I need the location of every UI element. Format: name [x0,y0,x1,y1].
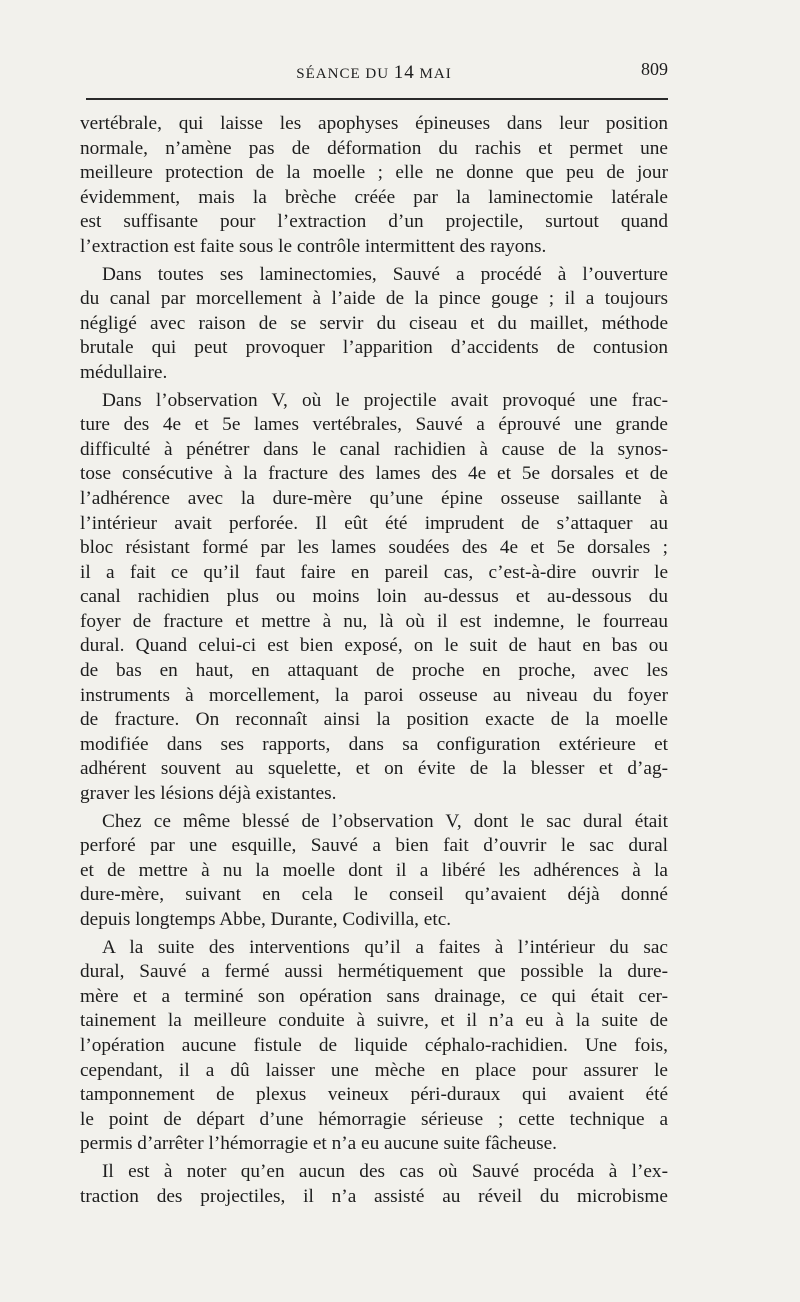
text-line: dure-mère, suivant en cela le conseil qu’avaient déjà donné [80,884,668,906]
text-line: permis d’arrêter l’hémorragie et n’a eu aucune suite fâcheuse. [80,1133,557,1155]
text-line: dural, Sauvé a fermé aussi hermétiquement que possible la dure- [80,961,668,983]
running-title [80,62,668,84]
text-line: canal rachidien plus ou moins loin au-dessus et au-dessous du [80,586,668,608]
text-line: du canal par morcellement à l’aide de la pince gouge ; il a toujours [80,288,668,310]
text-line: il a fait ce qu’il faut faire en pareil cas, c’est-à-dire ouvrir le [80,561,668,583]
running-title-day: 14 [393,62,415,83]
text-line: tainement la meilleure conduite à suivre, et il n’a eu à la suite de [80,1010,668,1032]
text-line: dural. Quand celui-ci est bien exposé, on le suit de haut en bas ou [80,635,668,657]
text-line: tamponnement de plexus veineux péri-duraux qui avaient été [80,1084,668,1106]
text-line: bloc résistant formé par les lames soudées des 4e et 5e dorsales ; [80,537,668,559]
text-line: tose consécutive à la fracture des lames des 4e et 5e dorsales et de [80,463,668,485]
text-line: adhérent souvent au squelette, et on évite de la blesser et d’ag- [80,758,668,780]
text-line: Chez ce même blessé de l’observation V, dont le sac dural était [102,810,668,832]
text-line: normale, n’amène pas de déformation du rachis et permet une [80,137,668,159]
text-line: graver les lésions déjà existantes. [80,783,337,805]
text-line: Il est à noter qu’en aucun des cas où Sauvé procéda à l’ex- [102,1160,668,1182]
text-line: depuis longtemps Abbe, Durante, Codivilla, etc. [80,909,452,930]
text-line: l’intérieur avait perforée. Il eût été imprudent de s’attaquer au [80,512,668,534]
text-line: difficulté à pénétrer dans le canal rachidien à cause de la synos- [80,438,668,460]
text-line: brutale qui peut provoquer l’apparition d’accidents de contusion [80,337,668,359]
text-line: évidemment, mais la brèche créée par la laminectomie latérale [80,186,668,208]
text-line: vertébrale, qui laisse les apophyses épineuses dans leur position [80,113,668,134]
text-line: médullaire. [80,361,168,383]
text-line: le point de départ d’une hémorragie sérieuse ; cette technique a [80,1108,668,1130]
text-line: Dans l’observation V, où le projectile avait provoqué une frac- [102,389,668,411]
text-line: l’adhérence avec la dure-mère qu’une épine osseuse saillante à [80,487,668,509]
header-rule [86,98,668,100]
text-line: instruments à morcellement, la paroi osseuse au niveau du foyer [80,684,668,706]
text-line: meilleure protection de la moelle ; elle ne donne que peu de jour [80,162,668,184]
page-number: 809 [641,59,668,79]
text-line: modifiée dans ses rapports, dans sa configuration extérieure et [80,733,668,755]
body-text [80,112,668,1209]
text-line: foyer de fracture et mettre à nu, là où il est indemne, le fourreau [80,610,668,632]
text-line: perforé par une esquille, Sauvé a bien fait d’ouvrir le sac dural [80,835,668,857]
text-line: négligé avec raison de se servir du ciseau et du maillet, méthode [80,312,668,334]
running-title-prefix: SÉANCE DU [296,66,394,82]
text-line: de bas en haut, en attaquant de proche en proche, avec les [80,660,668,682]
text-line: l’opération aucune fistule de liquide céphalo-rachidien. Une fois, [80,1034,668,1056]
running-header [80,58,668,88]
text-line: ture des 4e et 5e lames vertébrales, Sauvé a éprouvé une grande [80,414,668,436]
text-line: Dans toutes ses laminectomies, Sauvé a procédé à l’ouverture [102,263,668,285]
text-line: de fracture. On reconnaît ainsi la position exacte de la moelle [80,709,668,731]
text-line: mère et a terminé son opération sans drainage, ce qui était cer- [80,985,668,1007]
text-line: l’extraction est faite sous le contrôle intermittent des rayons. [80,235,547,257]
text-line: est suffisante pour l’extraction d’un projectile, surtout quand [80,211,668,233]
text-line: cependant, il a dû laisser une mèche en place pour assurer le [80,1059,668,1081]
text-line: traction des projectiles, il n’a assisté au réveil du microbisme [80,1185,668,1207]
text-line: A la suite des interventions qu’il a faites à l’intérieur du sac [102,936,668,958]
text-line: et de mettre à nu la moelle dont il a libéré les adhérences à la [80,859,668,881]
running-title-month: MAI [414,66,452,82]
